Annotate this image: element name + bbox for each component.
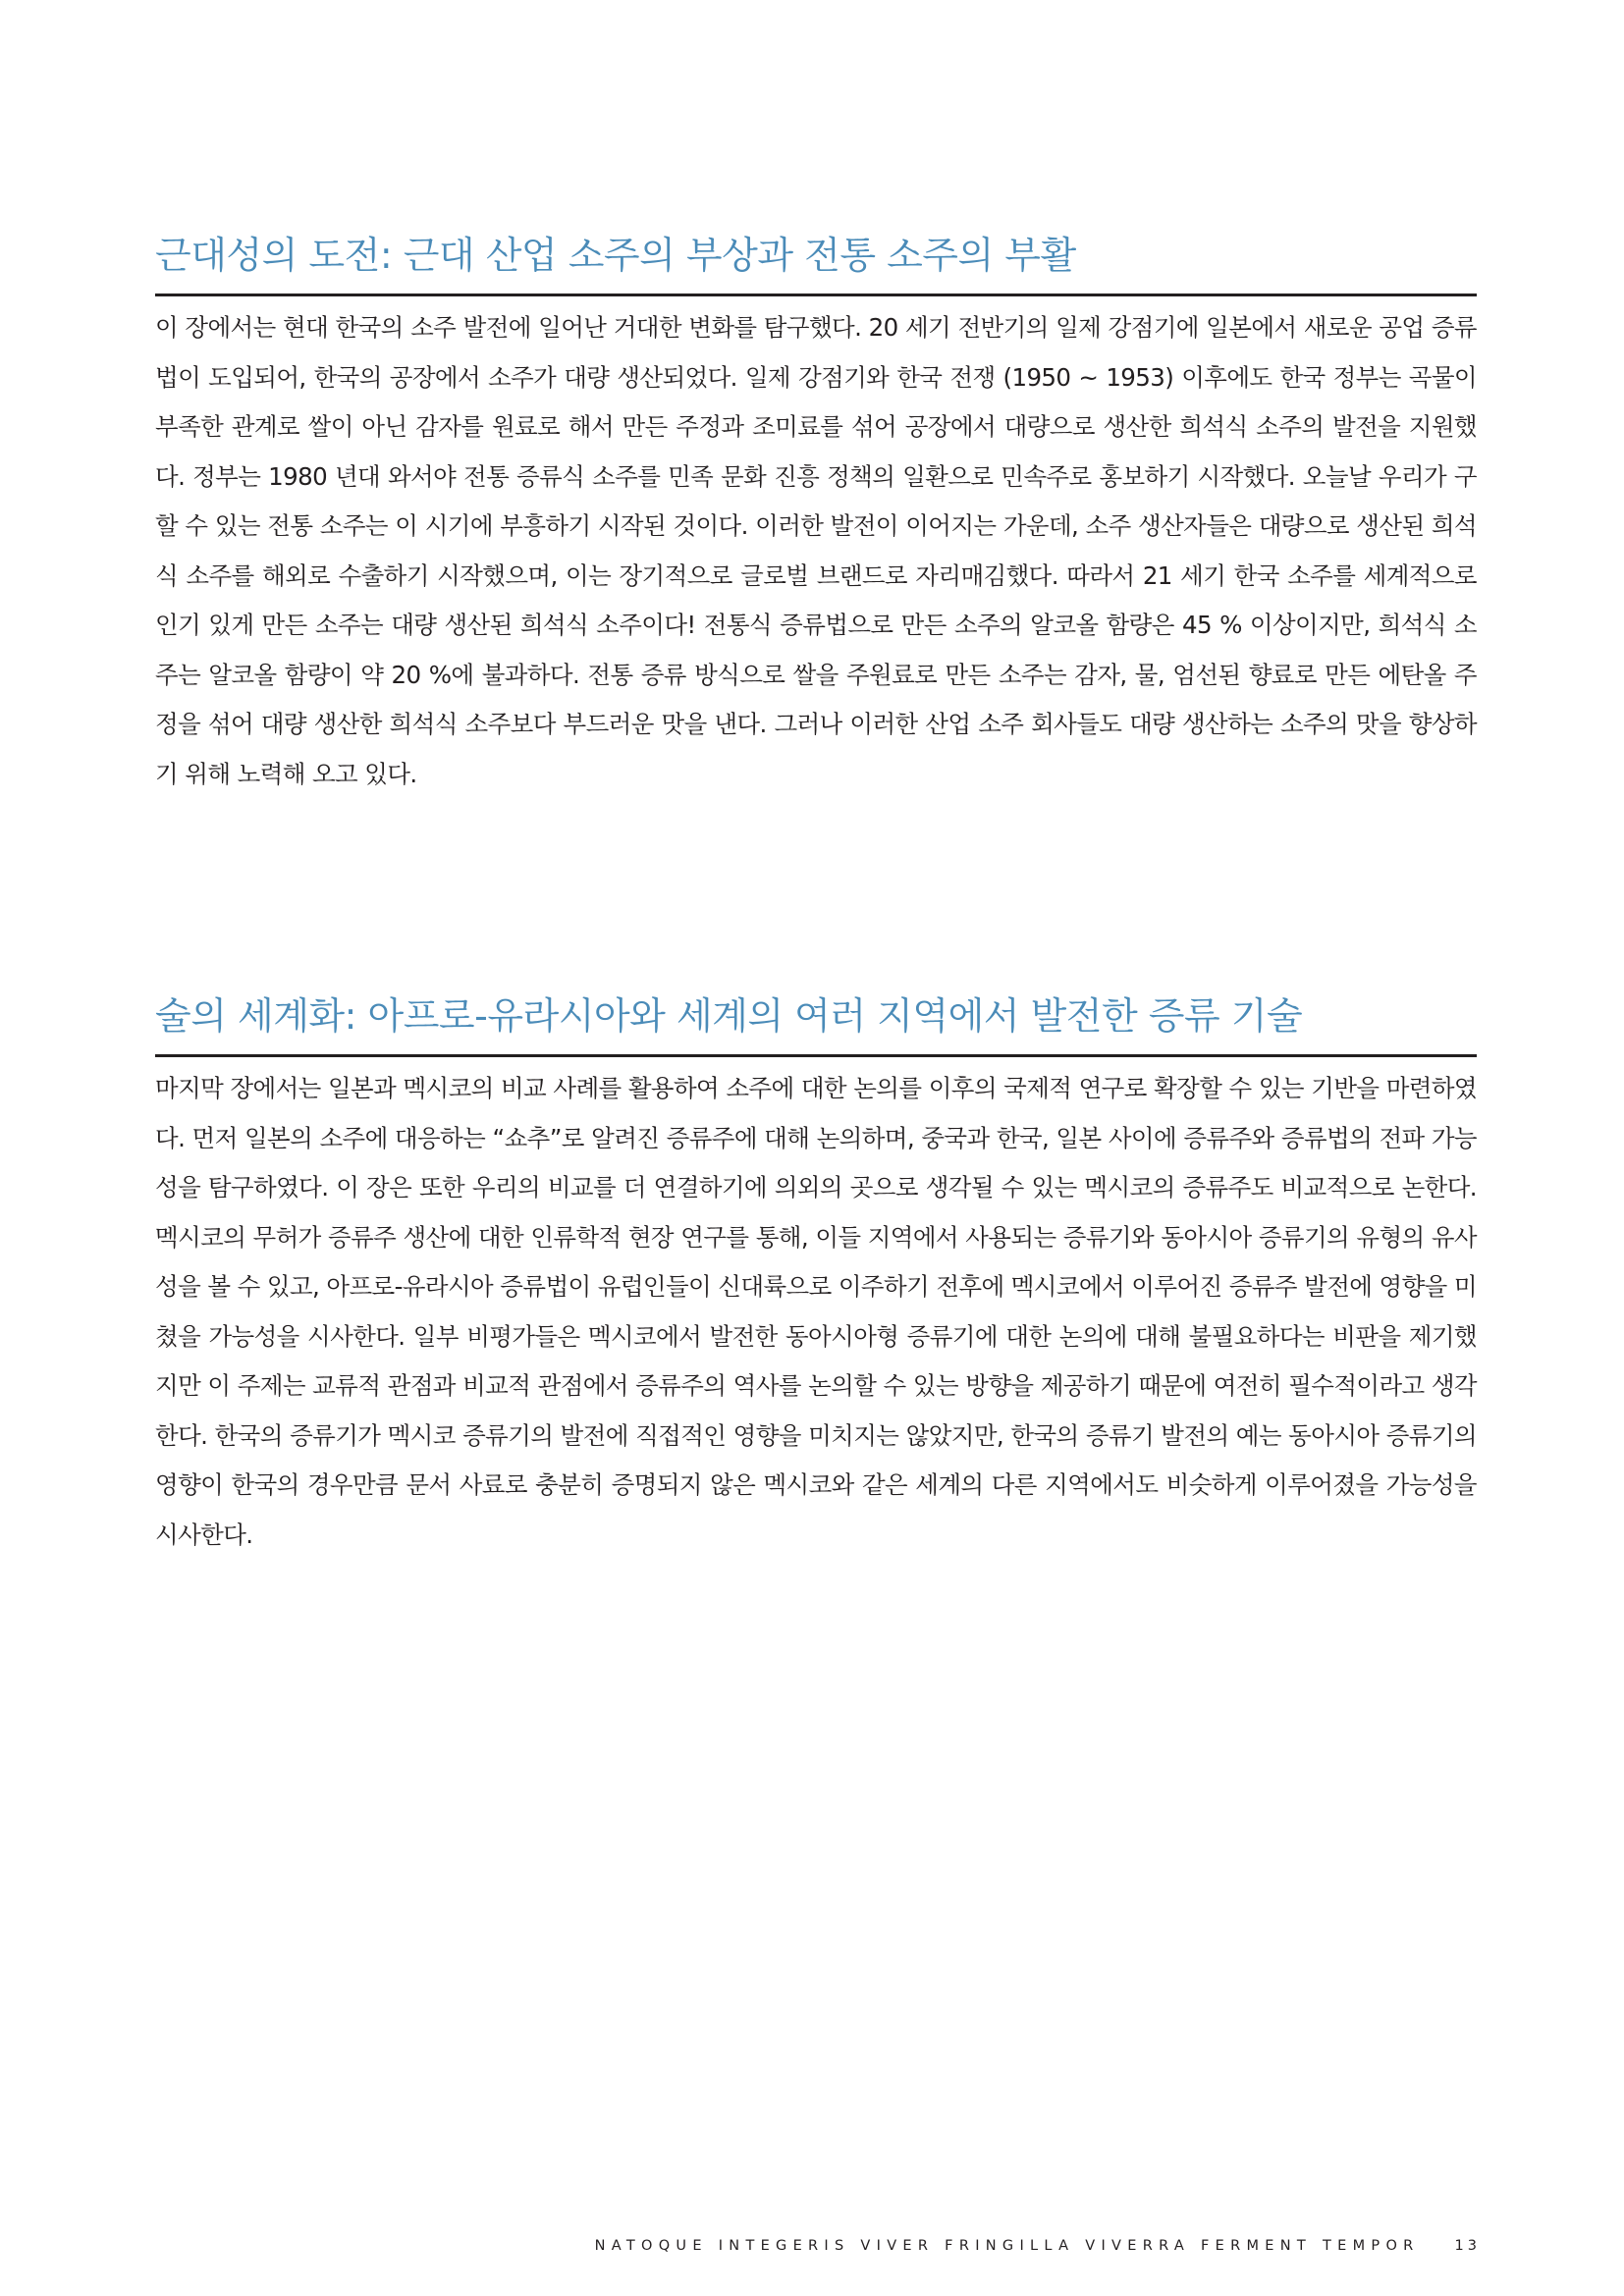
section-globalization [155, 990, 1477, 1560]
heading-rule [155, 294, 1477, 296]
page-number: 13 [1454, 2238, 1481, 2254]
running-head: NATOQUE INTEGERIS VIVER FRINGILLA VIVERRA FERMENT TEMPOR [594, 2238, 1420, 2254]
heading-rule [155, 1054, 1477, 1057]
section-modernity [155, 230, 1477, 799]
section-body-text: 마지막 장에서는 일본과 멕시코의 비교 사례를 활용하여 소주에 대한 논의를 이후의 국제적 연구로 확장할 수 있는 기반을 마련하였다. 먼저 일본의 소주에 대응하는 “쇼추”로 알려진 증류주에 대해 논의하며, 중국과 한국, 일본 사이에 증류주와 증류법의 전파 가능성을 탐구하였다. 이 장은 또한 우리의 비교를 더 연결하기에 의외의 곳으로 생각될 수 있는 멕시코의 증류주도 비교적으로 논한다. 멕시코의 무허가 증류주 생산에 대한 인류학적 현장 연구를 통해, 이들 지역에서 사용되는 증류기와 동아시아 증류기의 유형의 유사성을 볼 수 있고, 아프로-유라시아 증류법이 유럽인들이 신대륙으로 이주하기 전후에 멕시코에서 이루어진 증류주 발전에 영향을 미쳤을 가능성을 시사한다. 일부 비평가들은 멕시코에서 발전한 동아시아형 증류기에 대한 논의에 대해 불필요하다는 비판을 제기했지만 이 주제는 교류적 관점과 비교적 관점에서 증류주의 역사를 논의할 수 있는 방향을 제공하기 때문에 여전히 필수적이라고 생각한다. 한국의 증류기가 멕시코 증류기의 발전에 직접적인 영향을 미치지는 않았지만, 한국의 증류기 발전의 예는 동아시아 증류기의 영향이 한국의 경우만큼 문서 사료로 충분히 증명되지 않은 멕시코와 같은 세계의 다른 지역에서도 비슷하게 이루어졌을 가능성을 시사한다. [155, 1074, 1477, 1549]
section-heading: 근대성의 도전: 근대 산업 소주의 부상과 전통 소주의 부활 [155, 234, 1076, 277]
section-heading: 술의 세계화: 아프로-유라시아와 세계의 여러 지역에서 발전한 증류 기술 [155, 994, 1303, 1038]
page-footer [511, 2238, 1481, 2254]
section-body-text: 이 장에서는 현대 한국의 소주 발전에 일어난 거대한 변화를 탐구했다. 20 세기 전반기의 일제 강점기에 일본에서 새로운 공업 증류법이 도입되어, 한국의 공장에서 소주가 대량 생산되었다. 일제 강점기와 한국 전쟁 (1950 ~ 1953) 이후에도 한국 정부는 곡물이 부족한 관계로 쌀이 아닌 감자를 원료로 해서 만든 주정과 조미료를 섞어 공장에서 대량으로 생산한 희석식 소주의 발전을 지원했다. 정부는 1980 년대 와서야 전통 증류식 소주를 민족 문화 진흥 정책의 일환으로 민속주로 홍보하기 시작했다. 오늘날 우리가 구할 수 있는 전통 소주는 이 시기에 부흥하기 시작된 것이다. 이러한 발전이 이어지는 가운데, 소주 생산자들은 대량으로 생산된 희석식 소주를 해외로 수출하기 시작했으며, 이는 장기적으로 글로벌 브랜드로 자리매김했다. 따라서 21 세기 한국 소주를 세계적으로 인기 있게 만든 소주는 대량 생산된 희석식 소주이다! 전통식 증류법으로 만든 소주의 알코올 함량은 45 % 이상이지만, 희석식 소주는 알코올 함량이 약 20 %에 불과하다. 전통 증류 방식으로 쌀을 주원료로 만든 소주는 감자, 물, 엄선된 향료로 만든 에탄올 주정을 섞어 대량 생산한 희석식 소주보다 부드러운 맛을 낸다. 그러나 이러한 산업 소주 회사들도 대량 생산하는 소주의 맛을 향상하기 위해 노력해 오고 있다. [155, 313, 1477, 788]
